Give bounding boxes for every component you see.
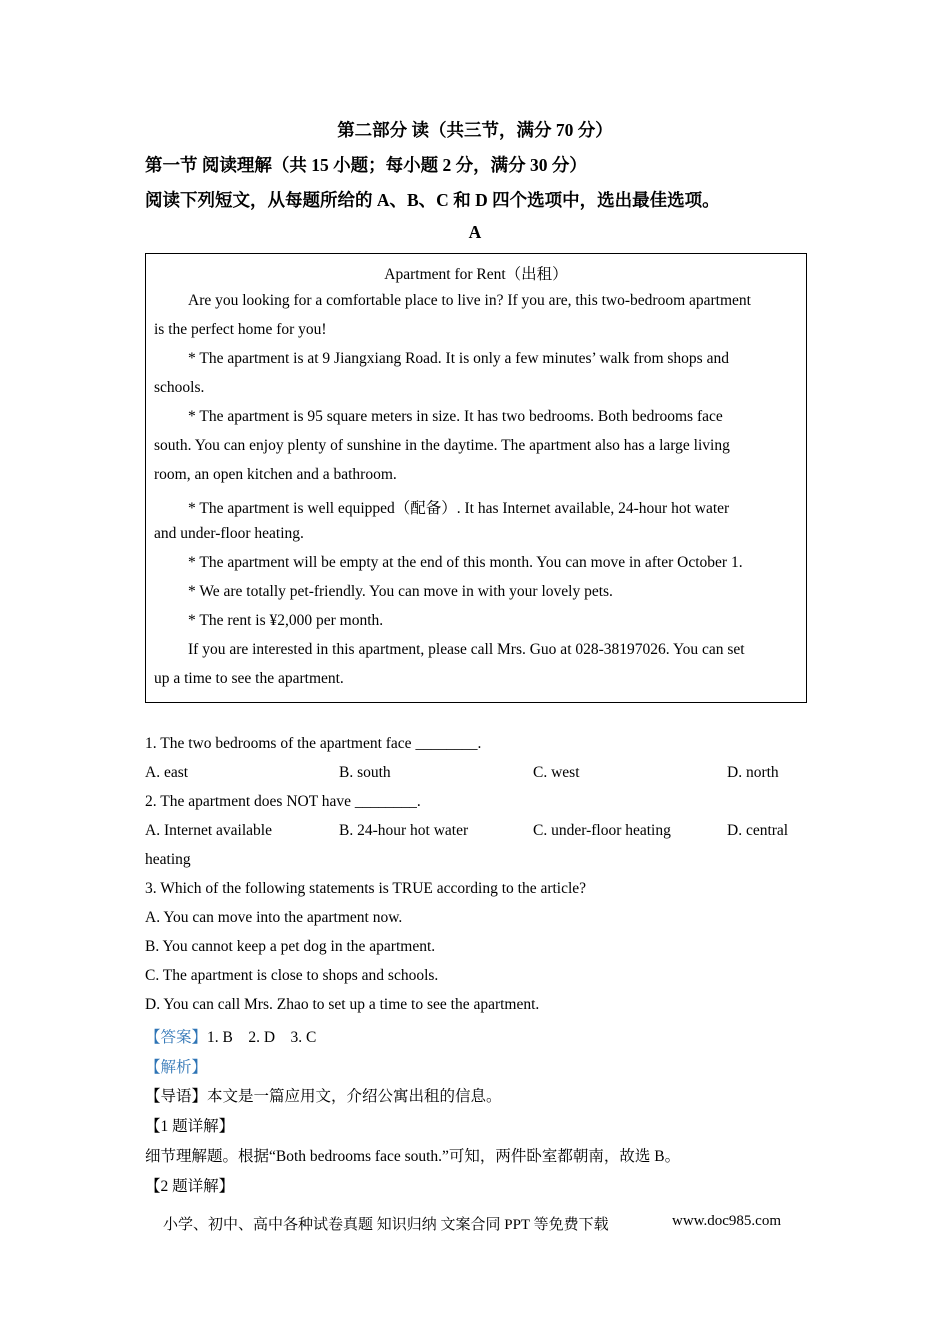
- passage-line: * The apartment is 95 square meters in size. It has two bedrooms. Both bedrooms face: [188, 408, 723, 425]
- detail-1-text: 细节理解题。根据“Both bedrooms face south.”可知，两件卧室都朝南，故选 B。: [145, 1148, 681, 1165]
- passage-line: * The apartment is well equipped（配备）. It has Internet available, 24-hour hot water: [188, 500, 730, 517]
- q1-option-d: D. north: [727, 764, 779, 781]
- passage-line: If you are interested in this apartment, please call Mrs. Guo at 028-38197026. You can set: [188, 641, 745, 658]
- answer-text: 1. B 2. D 3. C: [207, 1029, 317, 1046]
- passage-line: south. You can enjoy plenty of sunshine in the daytime. The apartment also has a large living: [154, 437, 730, 454]
- q2-option-d: D. central: [727, 822, 789, 839]
- instructions: 阅读下列短文，从每题所给的 A、B、C 和 D 四个选项中，选出最佳选项。: [145, 190, 720, 210]
- passage-line: * The rent is ¥2,000 per month.: [188, 612, 384, 629]
- q3-option-d: D. You can call Mrs. Zhao to set up a time to see the apartment.: [145, 996, 540, 1013]
- q3-option-b: B. You cannot keep a pet dog in the apartment.: [145, 938, 436, 955]
- passage-line: * The apartment is at 9 Jiangxiang Road. It is only a few minutes’ walk from shops and: [188, 350, 729, 367]
- detail-1-label: 【1 题详解】: [145, 1118, 235, 1135]
- detail-2-label: 【2 题详解】: [145, 1178, 235, 1195]
- q1-option-c: C. west: [533, 764, 580, 781]
- passage-title: Apartment for Rent（出租）: [384, 266, 568, 283]
- section-title: 第一节 阅读理解（共 15 小题；每小题 2 分，满分 30 分）: [145, 155, 587, 175]
- passage-line: and under-floor heating.: [154, 525, 304, 542]
- answer-label: 【答案】: [145, 1029, 208, 1046]
- passage-line: room, an open kitchen and a bathroom.: [154, 466, 397, 483]
- passage-line: up a time to see the apartment.: [154, 670, 344, 687]
- q1-option-a: A. east: [145, 764, 189, 781]
- q2-option-d-wrap: heating: [145, 851, 191, 868]
- question-1: 1. The two bedrooms of the apartment face ________.: [145, 735, 482, 752]
- passage-line: * We are totally pet-friendly. You can move in with your lovely pets.: [188, 583, 613, 600]
- q2-option-b: B. 24-hour hot water: [339, 822, 469, 839]
- question-2: 2. The apartment does NOT have ________.: [145, 793, 421, 810]
- q2-option-a: A. Internet available: [145, 822, 272, 839]
- passage-label: A: [468, 222, 482, 242]
- analysis-guide: 【导语】本文是一篇应用文，介绍公寓出租的信息。: [145, 1088, 502, 1105]
- question-3: 3. Which of the following statements is TRUE according to the article?: [145, 880, 587, 897]
- passage-line: Are you looking for a comfortable place to live in? If you are, this two-bedroom apartment: [188, 292, 751, 309]
- q3-option-a: A. You can move into the apartment now.: [145, 909, 403, 926]
- passage-box: [145, 253, 807, 703]
- q3-option-c: C. The apartment is close to shops and schools.: [145, 967, 439, 984]
- footer-text: 小学、初中、高中各种试卷真题 知识归纳 文案合同 PPT 等免费下载: [163, 1217, 609, 1233]
- footer-link[interactable]: www.doc985.com: [672, 1213, 782, 1229]
- analysis-label: 【解析】: [145, 1059, 208, 1076]
- part-title: 第二部分 读（共三节，满分 70 分）: [337, 120, 613, 140]
- q2-option-c: C. under-floor heating: [533, 822, 671, 839]
- passage-line: * The apartment will be empty at the end of this month. You can move in after October 1.: [188, 554, 743, 571]
- passage-line: schools.: [154, 379, 205, 396]
- answer-line: [145, 1025, 316, 1047]
- passage-line: is the perfect home for you!: [154, 321, 327, 338]
- q1-option-b: B. south: [339, 764, 391, 781]
